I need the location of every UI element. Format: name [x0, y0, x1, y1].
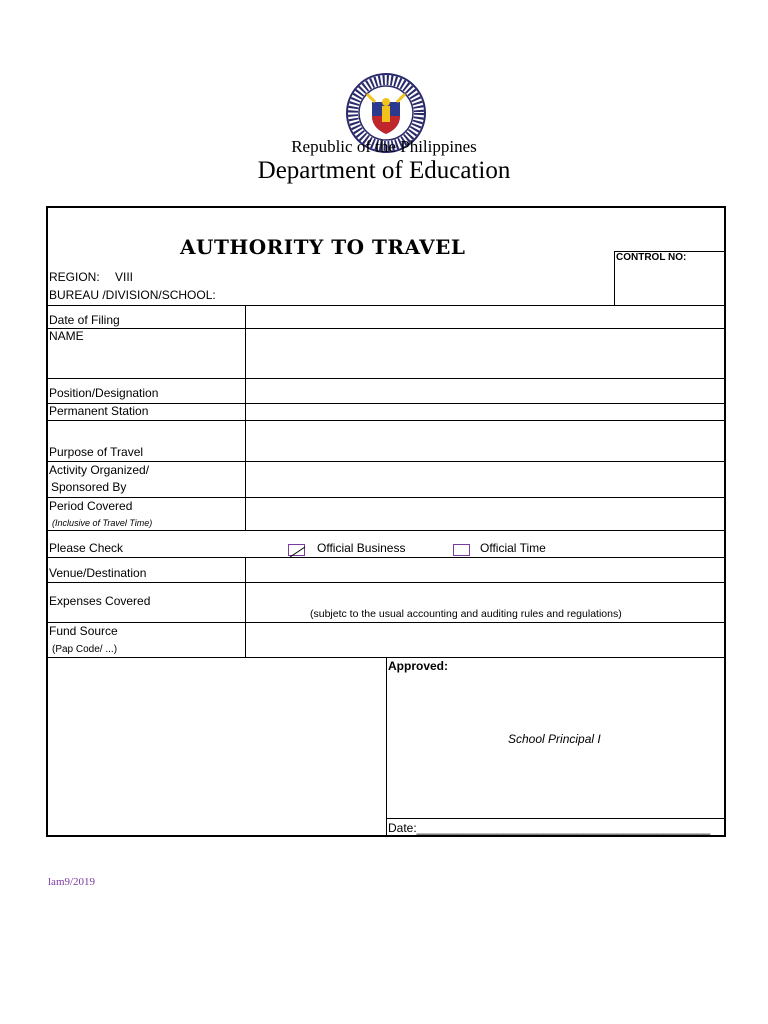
activity-label-line1: Activity Organized/	[49, 463, 150, 477]
permanent-station-label: Permanent Station	[49, 404, 149, 418]
period-label: Period Covered	[49, 499, 133, 513]
fund-source-label: Fund Source	[49, 624, 118, 638]
expenses-label: Expenses Covered	[49, 594, 151, 608]
official-time-checkbox[interactable]	[453, 544, 470, 556]
name-label: NAME	[49, 329, 84, 343]
official-business-label: Official Business	[317, 541, 406, 555]
region-value: VIII	[115, 270, 134, 284]
official-time-label: Official Time	[480, 541, 546, 555]
bureau-label: BUREAU /DIVISION/SCHOOL:	[49, 288, 216, 302]
official-business-checkbox[interactable]	[288, 544, 305, 556]
expenses-note: (subjetc to the usual accounting and auditing rules and regulations)	[310, 608, 622, 620]
checkmark-icon	[289, 546, 306, 558]
date-line: Date:____________________________________________	[388, 821, 711, 835]
please-check-label: Please Check	[49, 541, 124, 555]
period-note: (Inclusive of Travel Time)	[52, 518, 153, 528]
date-of-filing-label: Date of Filing	[49, 313, 120, 327]
control-no-label: CONTROL NO:	[616, 252, 687, 263]
republic-heading: Republic of the Philippines	[291, 137, 477, 156]
position-label: Position/Designation	[49, 386, 159, 400]
footer-code: lam9/2019	[48, 876, 96, 888]
department-heading: Department of Education	[257, 157, 511, 184]
form-title: AUTHORITY TO TRAVEL	[180, 235, 466, 259]
venue-label: Venue/Destination	[49, 566, 147, 580]
signatory-title: School Principal I	[508, 732, 601, 746]
fund-source-note: (Pap Code/ ...)	[52, 644, 118, 655]
region-label: REGION:	[49, 270, 100, 284]
approved-label: Approved:	[388, 659, 448, 673]
purpose-label: Purpose of Travel	[49, 445, 144, 459]
activity-label-line2: Sponsored By	[51, 480, 127, 494]
